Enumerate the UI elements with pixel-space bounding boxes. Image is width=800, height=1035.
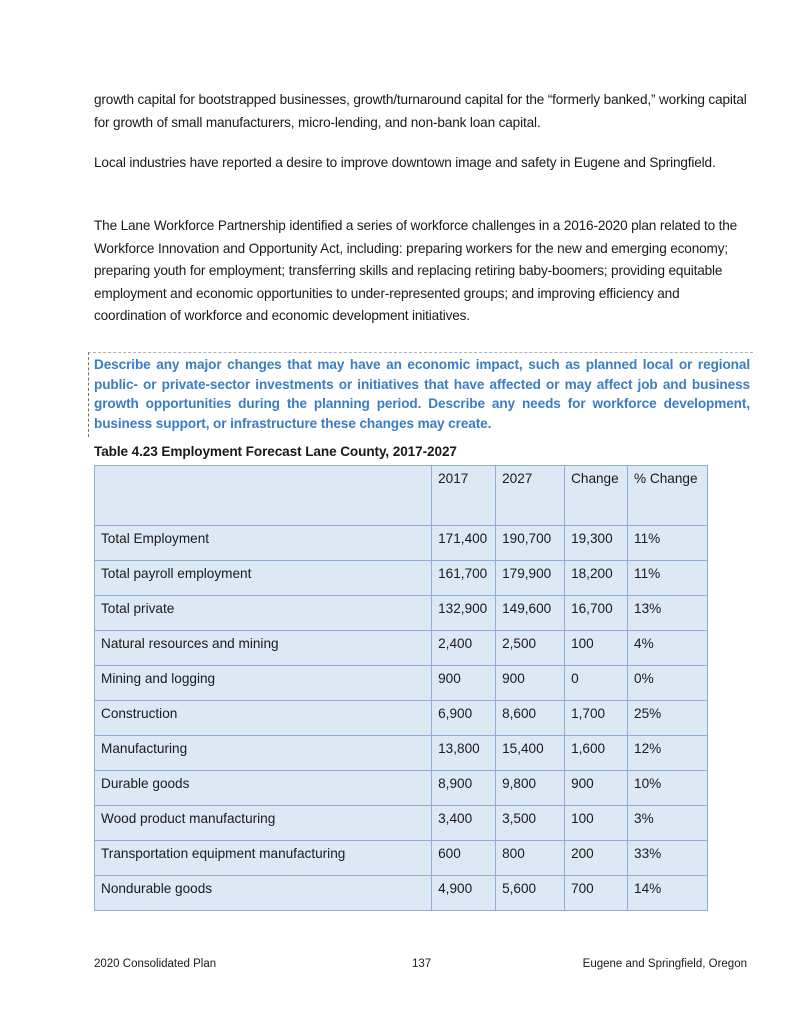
table-cell-value-change: 100 (565, 806, 628, 841)
table-cell-value-percent-change: 33% (628, 841, 708, 876)
table-cell-row-label: Nondurable goods (95, 876, 432, 911)
table-cell-value-percent-change: 13% (628, 596, 708, 631)
table-cell-value-percent-change: 0% (628, 666, 708, 701)
paragraph-downtown-image: Local industries have reported a desire to improve downtown image and safety in Eugene and Springfield. (94, 155, 716, 170)
employment-forecast-table (94, 465, 708, 911)
table-cell-row-label: Durable goods (95, 771, 432, 806)
table-cell-row-label: Construction (95, 701, 432, 736)
table-cell-value-2017: 161,700 (432, 561, 496, 596)
table-cell-value-change: 0 (565, 666, 628, 701)
table-cell-value-change: 1,700 (565, 701, 628, 736)
table-cell-value-2017: 4,900 (432, 876, 496, 911)
table-cell-value-2027: 2,500 (496, 631, 565, 666)
prompt-question: Describe any major changes that may have an economic impact, such as planned local or regional public- or private-sector investments or initiatives that have affected or may affect job and business growth opportunities during the planning period. Describe any needs for workforce development, business support, or infrastructure these changes may create. (94, 357, 750, 431)
table-cell-row-label: Total payroll employment (95, 561, 432, 596)
table-row (95, 771, 708, 806)
table-header-row (95, 466, 708, 526)
table-cell-value-2027: 190,700 (496, 526, 565, 561)
table-cell-value-percent-change: 11% (628, 561, 708, 596)
table-cell-value-change: 16,700 (565, 596, 628, 631)
table-cell-value-percent-change: 11% (628, 526, 708, 561)
table-cell-value-2017: 8,900 (432, 771, 496, 806)
table-cell-value-2027: 149,600 (496, 596, 565, 631)
table-cell-row-label: Transportation equipment manufacturing (95, 841, 432, 876)
column-header-value-percent-change: % Change (628, 466, 708, 526)
footer-location: Eugene and Springfield, Oregon (582, 958, 747, 970)
table-cell-value-2027: 900 (496, 666, 565, 701)
column-header-value-2017: 2017 (432, 466, 496, 526)
table-cell-value-2027: 3,500 (496, 806, 565, 841)
table-cell-value-change: 19,300 (565, 526, 628, 561)
column-header-value-change: Change (565, 466, 628, 526)
table-cell-value-2027: 9,800 (496, 771, 565, 806)
table-cell-row-label: Total private (95, 596, 432, 631)
table-cell-row-label: Total Employment (95, 526, 432, 561)
table-row (95, 526, 708, 561)
table-cell-value-2027: 800 (496, 841, 565, 876)
paragraph-capital-needs: growth capital for bootstrapped businesses, growth/turnaround capital for the “formerly banked,” working capital for growth of small manufacturers, micro-lending, and non-bank loan capital. (94, 92, 747, 130)
table-cell-value-percent-change: 25% (628, 701, 708, 736)
table-cell-value-percent-change: 10% (628, 771, 708, 806)
table-row (95, 631, 708, 666)
column-header-value-2027: 2027 (496, 466, 565, 526)
table-cell-value-2017: 171,400 (432, 526, 496, 561)
table-cell-value-percent-change: 3% (628, 806, 708, 841)
footer-document-title: 2020 Consolidated Plan (94, 958, 217, 970)
table-cell-row-label: Manufacturing (95, 736, 432, 771)
table-cell-value-change: 18,200 (565, 561, 628, 596)
table-cell-value-2017: 13,800 (432, 736, 496, 771)
table-cell-value-2027: 15,400 (496, 736, 565, 771)
table-cell-value-2017: 132,900 (432, 596, 496, 631)
table-cell-value-percent-change: 14% (628, 876, 708, 911)
table-row (95, 876, 708, 911)
table-cell-value-2017: 3,400 (432, 806, 496, 841)
table-row (95, 666, 708, 701)
table-cell-value-change: 1,600 (565, 736, 628, 771)
table-cell-value-2027: 179,900 (496, 561, 565, 596)
paragraph-workforce-challenges: The Lane Workforce Partnership identified a series of workforce challenges in a 2016-2020 plan related to the Workforce Innovation and Opportunity Act, including: preparing workers for the new and emerging economy; preparing youth for employment; transferring skills and replacing retiring baby-boomers; providing equitable employment and economic opportunities to under-represented groups; and improving efficiency and coordination of workforce and economic development initiatives. (94, 218, 738, 323)
table-cell-row-label: Natural resources and mining (95, 631, 432, 666)
table-cell-value-2017: 900 (432, 666, 496, 701)
table-cell-value-change: 700 (565, 876, 628, 911)
table-row (95, 701, 708, 736)
table-row (95, 806, 708, 841)
table-row (95, 841, 708, 876)
table-cell-value-percent-change: 4% (628, 631, 708, 666)
table-row (95, 561, 708, 596)
footer-page-number: 137 (412, 958, 432, 970)
table-cell-value-percent-change: 12% (628, 736, 708, 771)
table-title: Table 4.23 Employment Forecast Lane County, 2017-2027 (94, 444, 457, 459)
table-cell-row-label: Wood product manufacturing (95, 806, 432, 841)
table-row (95, 736, 708, 771)
column-header-row-label (95, 466, 432, 526)
table-cell-value-change: 900 (565, 771, 628, 806)
table-row (95, 596, 708, 631)
table-cell-value-change: 100 (565, 631, 628, 666)
table-cell-value-2027: 5,600 (496, 876, 565, 911)
table-cell-value-2017: 6,900 (432, 701, 496, 736)
table-cell-value-change: 200 (565, 841, 628, 876)
table-cell-value-2027: 8,600 (496, 701, 565, 736)
table-cell-row-label: Mining and logging (95, 666, 432, 701)
table-cell-value-2017: 2,400 (432, 631, 496, 666)
table-cell-value-2017: 600 (432, 841, 496, 876)
